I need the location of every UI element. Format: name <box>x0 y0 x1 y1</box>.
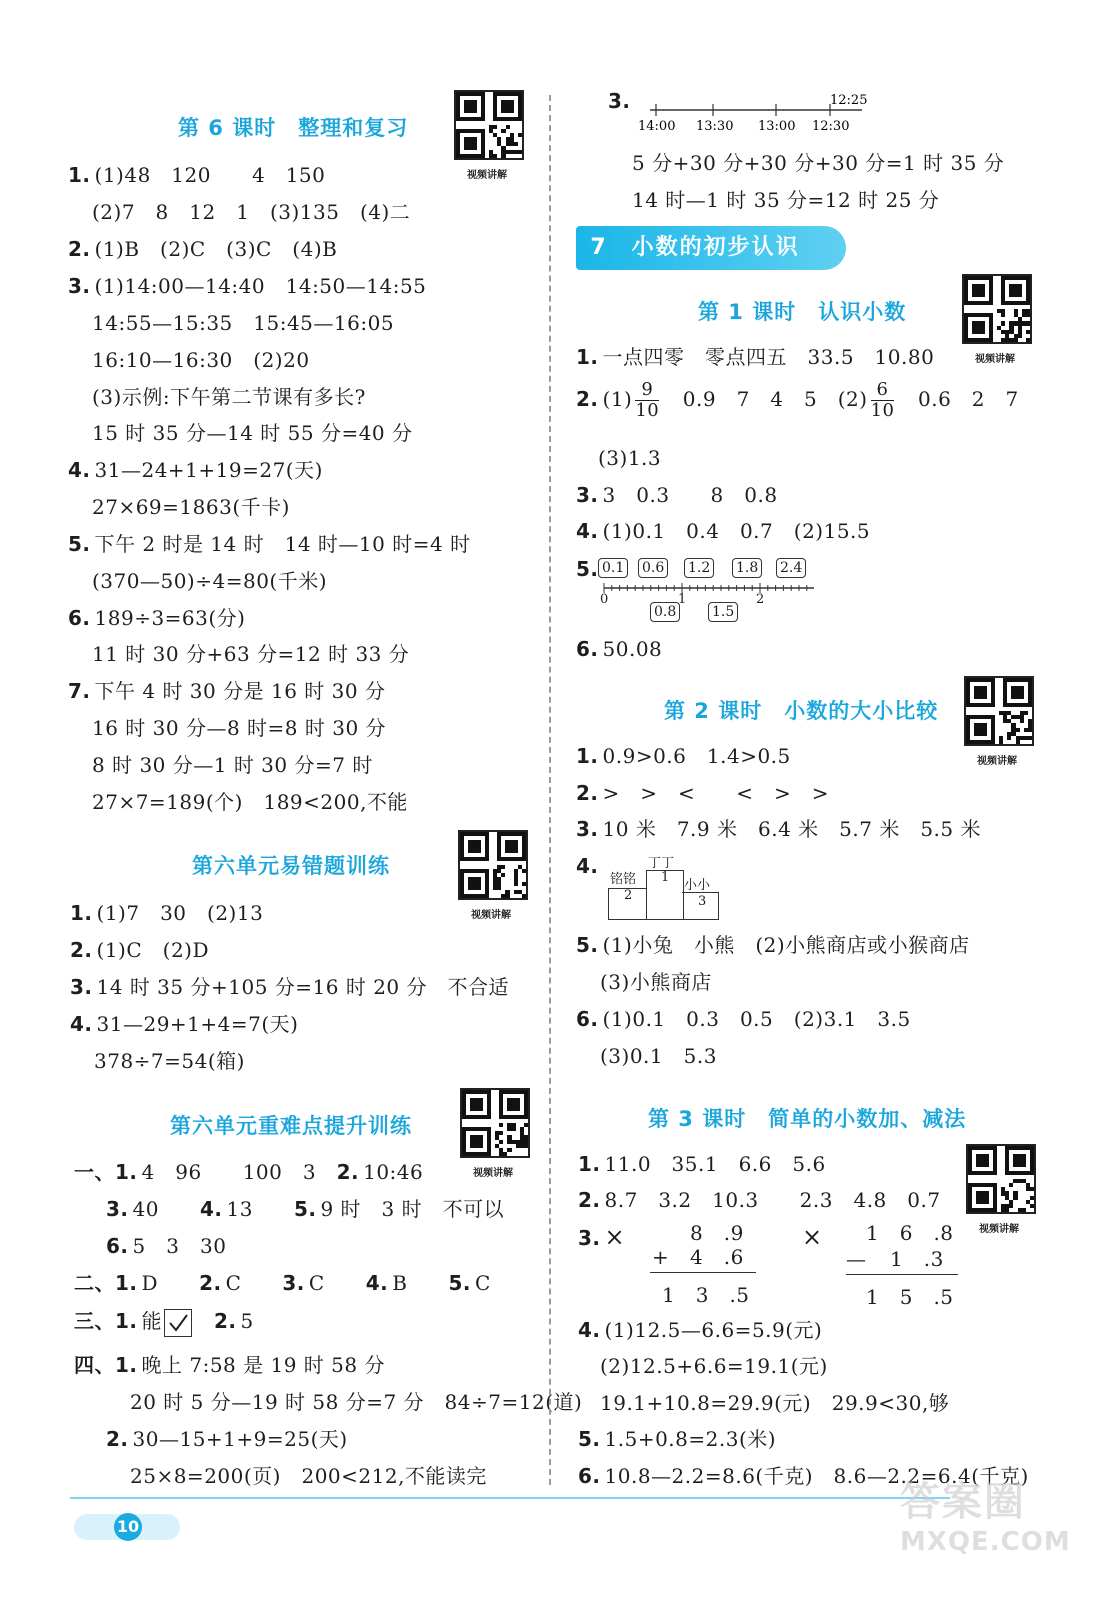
page-number-badge <box>74 1514 180 1540</box>
answer-line: 11 时 30 分+63 分=12 时 33 分 <box>92 642 410 666</box>
value-box: 1.8 <box>732 558 762 578</box>
answer-line: (3)0.1 5.3 <box>600 1044 717 1068</box>
number-line-axis <box>598 578 828 600</box>
value-box: 0.8 <box>650 602 680 622</box>
unit-title: 小数的初步认识 <box>631 235 800 260</box>
qr-label: 视频讲解 <box>979 1224 1019 1235</box>
tick-label: 1 <box>678 592 687 607</box>
watermark-logo: 答案圈 <box>900 1479 1026 1525</box>
axis-label: 14:00 <box>638 119 676 134</box>
answer-line: 25×8=200(页) 200<212,不能读完 <box>130 1464 487 1488</box>
value-box: 1.5 <box>708 602 738 622</box>
lesson2-title: 第 2 课时 小数的大小比较 <box>664 699 939 723</box>
axis-label: 12:30 <box>812 119 850 134</box>
answer-line: 3. (1)14:00—14:40 14:50—14:55 <box>68 274 427 298</box>
answer-line: 1. (1)7 30 (2)13 <box>70 901 264 925</box>
answer-line: 1. 一点四零 零点四五 33.5 10.80 <box>576 345 935 369</box>
lesson6-title: 第 6 课时 整理和复习 <box>178 116 409 140</box>
answer-line: 16:10—16:30 (2)20 <box>92 348 310 372</box>
answer-line: 16 时 30 分—8 时=8 时 30 分 <box>92 716 387 740</box>
qr-label: 视频讲解 <box>975 354 1015 365</box>
answer-line: 一、1. 4 96 100 3 2. 10:46 <box>74 1160 424 1184</box>
answer-line: 2. (1)C (2)D <box>70 938 210 962</box>
answer-line: 5 分+30 分+30 分+30 分=1 时 35 分 <box>632 151 1005 175</box>
answer-line: 3. 3 0.3 8 0.8 <box>576 483 778 507</box>
value-box: 1.2 <box>684 558 714 578</box>
watermark-url: MXQE.COM <box>900 1527 1071 1557</box>
lesson3-title: 第 3 课时 简单的小数加、减法 <box>648 1107 967 1131</box>
axis-label: 13:30 <box>696 119 734 134</box>
answer-line: (2)7 8 12 1 (3)135 (4)二 <box>92 200 411 224</box>
qr-code[interactable] <box>458 830 528 900</box>
answer-line: 8 时 30 分—1 时 30 分=7 时 <box>92 753 373 777</box>
podium-name: 铭铭 <box>610 872 637 887</box>
vertical-addition: 8 .9 + 4 .6 1 3 .5 <box>650 1220 760 1310</box>
qr-label: 视频讲解 <box>473 1168 513 1179</box>
qr-code[interactable] <box>966 1144 1036 1214</box>
unit6-mistakes-title: 第六单元易错题训练 <box>192 854 390 878</box>
answer-line: 3. 40 4. 13 5. 9 时 3 时 不可以 <box>106 1197 505 1221</box>
qr-code[interactable] <box>962 274 1032 344</box>
answer-line: 15 时 35 分—14 时 55 分=40 分 <box>92 421 413 445</box>
answer-line: 27×69=1863(千卡) <box>92 495 290 519</box>
podium-rank: 1 <box>661 870 670 885</box>
answer-line: 5. <box>576 557 599 581</box>
qr-label: 视频讲解 <box>977 756 1017 767</box>
page-number: 10 <box>114 1513 142 1541</box>
answer-line: 4. <box>576 854 599 878</box>
answer-line: 1. 0.9>0.6 1.4>0.5 <box>576 744 791 768</box>
qr-label: 视频讲解 <box>471 910 511 921</box>
answer-line: 2. > > < < > > <box>576 781 830 805</box>
answer-line: 三、1. 能 2. 5 <box>74 1308 254 1337</box>
answer-line: 7. 下午 4 时 30 分是 16 时 30 分 <box>68 679 386 703</box>
answer-line: 6. 50.08 <box>576 637 663 661</box>
answer-line: 5. 1.5+0.8=2.3(米) <box>578 1427 777 1451</box>
qr-label: 视频讲解 <box>467 170 507 181</box>
tick-label: 0 <box>600 592 609 607</box>
answer-line: 2. 30—15+1+9=25(天) <box>106 1427 348 1451</box>
value-box: 0.1 <box>598 558 628 578</box>
answer-line: (370—50)÷4=80(千米) <box>92 569 328 593</box>
podium-diagram <box>606 852 726 922</box>
answer-line: 6. 5 3 30 <box>106 1234 227 1258</box>
answer-line: 6. 189÷3=63(分) <box>68 606 246 630</box>
number-line <box>598 556 828 626</box>
unit-number: 7 <box>590 235 606 260</box>
answer-line: 6. 10.8—2.2=8.6(千克) 8.6—2.2=6.4(千克) <box>578 1464 1029 1488</box>
axis-label: 13:00 <box>758 119 796 134</box>
podium-rank: 3 <box>698 894 707 909</box>
answer-line: 1. (1)48 120 4 150 <box>68 163 326 187</box>
vertical-subtraction: 1 6 .8 — 1 .3 1 5 .5 <box>846 1220 960 1310</box>
axis-top-label: 12:25 <box>830 93 868 108</box>
answer-line: 14 时—1 时 35 分=12 时 25 分 <box>632 188 940 212</box>
answer-line: 5. (1)小兔 小熊 (2)小熊商店或小猴商店 <box>576 933 970 957</box>
unit6-key-points-title: 第六单元重难点提升训练 <box>170 1114 412 1138</box>
answer-line: 1. 11.0 35.1 6.6 5.6 <box>578 1152 826 1176</box>
answer-line: 2. (1)B (2)C (3)C (4)B <box>68 237 338 261</box>
checkmark-box-icon <box>164 1309 192 1337</box>
answer-line: 二、1. D 2. C 3. C 4. B 5. C <box>74 1271 491 1295</box>
answer-line: 19.1+10.8=29.9(元) 29.9<30,够 <box>600 1391 950 1415</box>
wrong-mark: × <box>802 1223 823 1251</box>
answer-line: 20 时 5 分—19 时 58 分=7 分 84÷7=12(道) <box>130 1390 583 1414</box>
column-divider <box>549 95 551 1485</box>
value-box: 2.4 <box>776 558 806 578</box>
fraction: $\frac{9}{10}$ <box>635 379 660 421</box>
answer-line: 27×7=189(个) 189<200,不能 <box>92 790 408 814</box>
value-box: 0.6 <box>638 558 668 578</box>
answer-line: 378÷7=54(箱) <box>94 1049 245 1073</box>
answer-line: 4. (1)0.1 0.4 0.7 (2)15.5 <box>576 519 871 543</box>
answer-line: (3)示例:下午第二节课有多长? <box>92 385 366 409</box>
answer-line: 4. (1)12.5—6.6=5.9(元) <box>578 1318 823 1342</box>
podium-rank: 2 <box>624 888 633 903</box>
qr-code[interactable] <box>454 90 524 160</box>
unit-banner <box>576 226 846 270</box>
answer-line: 2. (1) $\frac{9}{10}$ 0.9 7 4 5 (2) $\frac{6}{10}$ 0.6 2 7 <box>576 379 1019 421</box>
fraction: $\frac{6}{10}$ <box>870 379 895 421</box>
lesson1-title: 第 1 课时 认识小数 <box>698 300 907 324</box>
answer-line: 6. (1)0.1 0.3 0.5 (2)3.1 3.5 <box>576 1007 911 1031</box>
answer-line: 3. × <box>578 1223 626 1251</box>
answer-line: 4. 31—29+1+4=7(天) <box>70 1012 299 1036</box>
podium-name: 丁丁 <box>648 856 675 871</box>
footer-rule <box>70 1497 950 1499</box>
watermark <box>900 1470 1071 1557</box>
qr-code[interactable] <box>964 676 1034 746</box>
podium-name: 小小 <box>684 878 711 893</box>
answer-line: 3. 10 米 7.9 米 6.4 米 5.7 米 5.5 米 <box>576 817 981 841</box>
qr-code[interactable] <box>460 1088 530 1158</box>
answer-line: 14:55—15:35 15:45—16:05 <box>92 311 395 335</box>
answer-line: 4. 31—24+1+19=27(天) <box>68 458 323 482</box>
tick-label: 2 <box>756 592 765 607</box>
answer-line: 5. 下午 2 时是 14 时 14 时—10 时=4 时 <box>68 532 471 556</box>
answer-line: 2. 8.7 3.2 10.3 2.3 4.8 0.7 <box>578 1188 941 1212</box>
time-axis <box>630 88 890 138</box>
answer-line: 3. <box>608 89 631 113</box>
answer-line: (2)12.5+6.6=19.1(元) <box>600 1354 828 1378</box>
answer-line: (3)小熊商店 <box>600 970 712 994</box>
answer-line: (3)1.3 <box>598 446 662 470</box>
answer-line: 3. 14 时 35 分+105 分=16 时 20 分 不合适 <box>70 975 510 999</box>
answer-line: 四、1. 晚上 7:58 是 19 时 58 分 <box>74 1353 385 1377</box>
